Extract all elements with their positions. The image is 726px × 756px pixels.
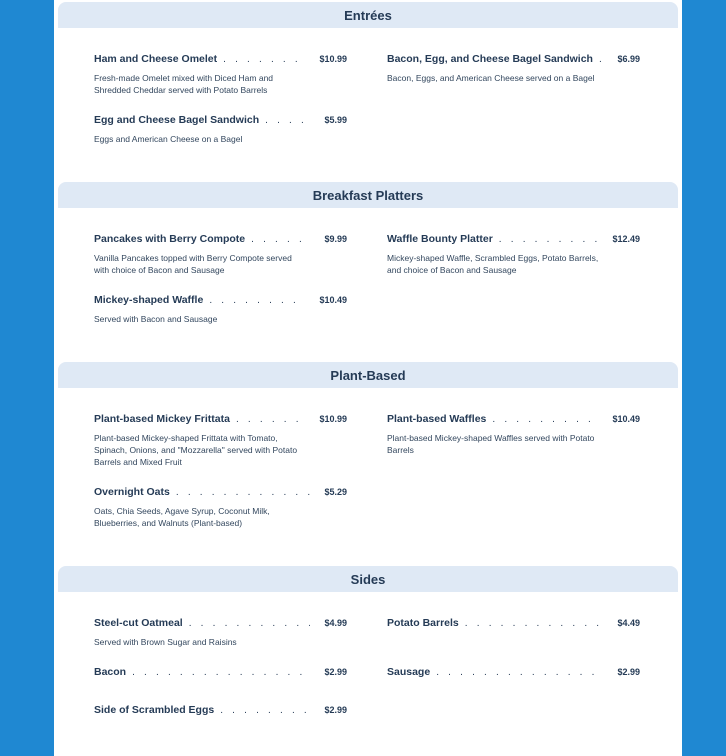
- menu-item[interactable]: [94, 704, 347, 718]
- item-price: $5.99: [324, 115, 347, 125]
- item-price: $5.29: [324, 487, 347, 497]
- item-price: $2.99: [324, 705, 347, 715]
- item-name: Waffle Bounty Platter: [387, 233, 493, 245]
- item-price: $10.49: [612, 414, 640, 424]
- leader-dots: [259, 115, 310, 126]
- item-price: $12.49: [612, 234, 640, 244]
- item-description: Vanilla Pancakes topped with Berry Compote served with choice of Bacon and Sausage: [94, 253, 292, 275]
- item-price: $4.99: [324, 618, 347, 628]
- item-name: Bacon, Egg, and Cheese Bagel Sandwich: [387, 53, 593, 65]
- section-title: Plant-Based: [58, 362, 678, 388]
- leader-dots: [459, 618, 604, 629]
- leader-dots: [126, 667, 310, 678]
- menu-item[interactable]: [387, 617, 640, 631]
- item-name: Overnight Oats: [94, 486, 170, 498]
- menu-item[interactable]: [94, 294, 347, 325]
- menu-item[interactable]: [387, 413, 640, 456]
- item-name: Plant-based Mickey Frittata: [94, 413, 230, 425]
- menu-item[interactable]: [94, 666, 347, 680]
- item-price: $9.99: [324, 234, 347, 244]
- item-description: Oats, Chia Seeds, Agave Syrup, Coconut Milk, Blueberries, and Walnuts (Plant-based): [94, 506, 270, 528]
- item-name: Pancakes with Berry Compote: [94, 233, 246, 245]
- leader-dots: [217, 54, 305, 65]
- leader-dots: [593, 54, 604, 65]
- leader-dots: [203, 295, 305, 306]
- item-name: Potato Barrels: [387, 617, 459, 629]
- item-price: $10.99: [319, 54, 347, 64]
- menu-item[interactable]: [387, 233, 640, 276]
- menu-item[interactable]: [387, 666, 640, 680]
- menu-item[interactable]: [94, 233, 347, 276]
- menu-item[interactable]: [387, 53, 640, 84]
- leader-dots: [430, 667, 603, 678]
- menu-item[interactable]: [94, 413, 347, 468]
- menu-item[interactable]: [94, 486, 347, 529]
- menu-card: [54, 0, 682, 756]
- leader-dots: [214, 705, 310, 716]
- item-name: Sausage: [387, 666, 431, 678]
- item-description: Bacon, Eggs, and American Cheese served on a Bagel: [387, 73, 595, 83]
- item-price: $2.99: [617, 667, 640, 677]
- menu-item[interactable]: [94, 114, 347, 145]
- item-description: Served with Brown Sugar and Raisins: [94, 637, 237, 647]
- leader-dots: [230, 414, 306, 425]
- section-title: Sides: [58, 566, 678, 592]
- item-name: Bacon: [94, 666, 127, 678]
- item-price: $10.99: [319, 414, 347, 424]
- item-description: Eggs and American Cheese on a Bagel: [94, 134, 243, 144]
- item-name: Side of Scrambled Eggs: [94, 704, 215, 716]
- menu-item[interactable]: [94, 617, 347, 648]
- item-description: Plant-based Mickey-shaped Frittata with Tomato, Spinach, Onions, and "Mozzarella" served with Potato Barrels and Mixed Fruit: [94, 433, 298, 467]
- item-price: $2.99: [324, 667, 347, 677]
- item-name: Egg and Cheese Bagel Sandwich: [94, 114, 260, 126]
- leader-dots: [245, 234, 310, 245]
- item-description: Mickey-shaped Waffle, Scrambled Eggs, Potato Barrels, and choice of Bacon and Sausage: [387, 253, 599, 275]
- item-price: $4.49: [617, 618, 640, 628]
- menu-item[interactable]: [94, 53, 347, 96]
- leader-dots: [486, 414, 598, 425]
- leader-dots: [170, 487, 311, 498]
- leader-dots: [493, 234, 599, 245]
- item-name: Steel-cut Oatmeal: [94, 617, 183, 629]
- item-name: Plant-based Waffles: [387, 413, 487, 425]
- item-name: Ham and Cheese Omelet: [94, 53, 218, 65]
- item-price: $6.99: [617, 54, 640, 64]
- section-title: Breakfast Platters: [58, 182, 678, 208]
- item-price: $10.49: [319, 295, 347, 305]
- section-title: Entrées: [58, 2, 678, 28]
- leader-dots: [183, 618, 311, 629]
- item-name: Mickey-shaped Waffle: [94, 294, 204, 306]
- item-description: Plant-based Mickey-shaped Waffles served with Potato Barrels: [387, 433, 595, 455]
- item-description: Fresh-made Omelet mixed with Diced Ham and Shredded Cheddar served with Potato Barrels: [94, 73, 274, 95]
- item-description: Served with Bacon and Sausage: [94, 314, 218, 324]
